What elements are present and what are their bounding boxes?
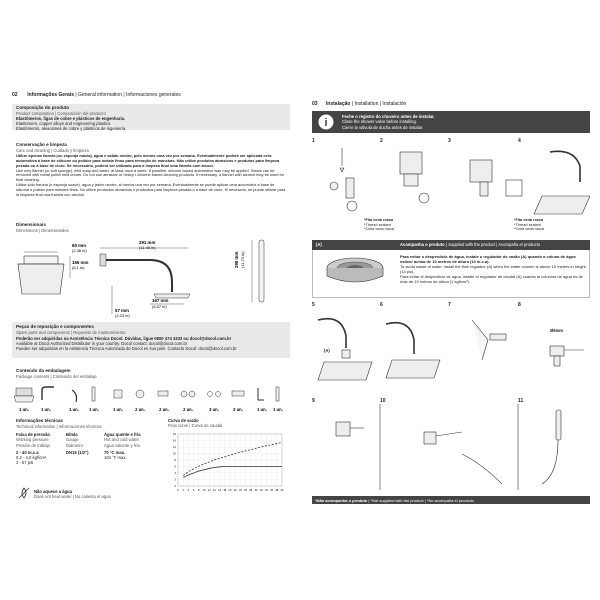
composition-title: Composição do produto	[16, 105, 70, 110]
dim-298-in: (11,73 in)	[240, 251, 245, 268]
step-11-number: 11	[518, 398, 524, 404]
y-tick-label: 2	[174, 478, 176, 482]
page-right	[300, 0, 600, 600]
dim-155-in: (6,1 in)	[72, 265, 85, 270]
dim-298: 298 mm	[234, 251, 239, 268]
regulator-label-a: (A)	[316, 242, 322, 247]
x-tick-label: 2	[182, 489, 184, 492]
dim-60: 60 mm	[72, 243, 86, 248]
no-heat-bold: Não aquece a água	[34, 489, 72, 494]
package-count: 1 un.	[113, 407, 123, 412]
tape-note-1	[364, 218, 394, 232]
spare-es: Pueden ser adquiridas en la Asistencia Técnica Autorizada de Docol en sus país. Contacto Docol: docol@docol.com.br	[16, 346, 237, 352]
composition-section	[16, 105, 294, 132]
tech-gauge	[66, 432, 96, 455]
package-count: 2 un.	[183, 407, 193, 412]
x-tick-label: 10	[202, 489, 206, 492]
package-count: 3 un.	[209, 407, 219, 412]
pressure-v1: 2 - 40 m.c.a	[16, 449, 39, 455]
spare-sub: Spare parts and components | Repuesto de mantenimiento	[16, 329, 126, 335]
step-2-number: 2	[380, 138, 383, 144]
y-tick-label: 4	[174, 472, 176, 475]
care-title: Conservação e limpeza	[16, 142, 67, 147]
tech-sub: Technical information | Informaciones técnicas	[16, 423, 102, 429]
step-9-number: 9	[312, 398, 315, 404]
no-heat-sub: Does not heat water | No calienta el agua	[34, 494, 111, 500]
page-header-left	[12, 92, 181, 98]
y-tick-label: 12	[173, 446, 176, 449]
water-v2: 104 °F max.	[104, 455, 127, 460]
composition-sub: Product composition | Composición del producto	[16, 110, 106, 116]
header-rest: | Installation | Instalación	[350, 101, 407, 107]
dim-291-in: (11,46 in)	[139, 245, 156, 250]
dim-60-in: (2,36 in)	[72, 248, 87, 253]
regulator-supplied-bold: Acompanha o produto	[400, 242, 445, 247]
water-en: Hot and cold water	[104, 437, 139, 443]
tape-note-1-bold: *Fita veda rosca	[364, 218, 394, 222]
steps-5-8-illustration	[312, 310, 590, 390]
x-tick-label: 24	[238, 489, 242, 492]
dim-291: 291 mm	[139, 240, 156, 245]
water-es: Agua caliente y fría	[104, 442, 140, 448]
tape-note-2-bold: *Fita veda rosca	[514, 218, 544, 222]
header-rest: | General information | Informaciones generales	[73, 92, 181, 98]
package-count: 1 un.	[41, 407, 51, 412]
gauge-v1: DN15 (1/2")	[66, 449, 89, 455]
care-en: Use only flannel (or soft sponge), mild soap and water, at least once a week. If possible, silicone-based automotive wax may be applied. Stains can be removed with metal polish mild cream. Do not use abrasive or heavy / chlorine based cleaning products. If necessary, a flannel with alcohol may be used for final cleaning.	[16, 167, 285, 183]
x-tick-label: 0	[177, 489, 179, 492]
care-section	[16, 142, 288, 198]
spare-bold: Poderão ser adquiridas na Assistência Técnica Docol. Dúvidas, ligue 0800 474 3333 ou docol@docol.com.br	[16, 335, 232, 341]
tape-note-2	[514, 218, 544, 232]
pressure-es: Presión de trabajo	[16, 442, 50, 448]
x-tick-label: 12	[207, 489, 211, 492]
step-5-number: 5	[312, 302, 315, 308]
water-v1: 70 °C max.	[104, 449, 126, 455]
x-tick-label: 18	[223, 489, 227, 492]
dimensions-section	[16, 222, 294, 233]
composition-bold: Elastômeros, ligas de cobre e plásticos de engenharia.	[16, 115, 126, 121]
flow-chart	[168, 430, 288, 498]
flow-sub: Flow curve | Curva de caudal	[168, 423, 223, 429]
x-tick-label: 32	[259, 489, 263, 492]
page-header-right	[312, 101, 406, 107]
notice-es: Cierre la válvula de ducha antes de instalar.	[342, 124, 424, 130]
tape-note-2-en: *Thread sealant	[514, 222, 541, 227]
composition-en: Elastomers, copper alloys and engineering plastics.	[16, 121, 112, 127]
pressure-v2: 0,2 - 4,0 kgf/cm²	[16, 455, 47, 460]
dim-167: 167 mm	[152, 298, 169, 303]
package-section	[16, 368, 294, 379]
tape-note-2-es: *Cinta veda rosca	[514, 227, 544, 232]
tape-note-1-en: *Thread sealant	[364, 222, 391, 227]
pressure-v3: 3 - 57 psi	[16, 460, 34, 466]
dim-57-in: (2,23 in)	[115, 313, 130, 318]
package-count: 1 un.	[257, 407, 267, 412]
notice-en: Close the shower valve before installing.	[342, 119, 417, 125]
header-title: Instalação	[325, 101, 351, 107]
step-6-number: 6	[380, 302, 383, 308]
dim-167-in: (6,57 in)	[152, 304, 167, 309]
notice-bold: Feche o registro do chuveiro antes de instalar.	[342, 114, 435, 119]
pressure-en: Working pressure	[16, 437, 49, 443]
tape-note-1-es: *Cinta veda rosca	[364, 227, 394, 232]
steps-1-4-illustration	[312, 146, 590, 218]
flow-title-block	[168, 418, 222, 429]
drill-diameter: Ø6mm	[550, 328, 564, 333]
x-tick-label: 22	[233, 489, 237, 492]
step-8-number: 8	[518, 302, 521, 308]
footer-rest: | *Not supplied with the product | *No acompaña el producto	[367, 498, 475, 503]
y-tick-label: 10	[173, 452, 176, 456]
header-title: Informações Gerais	[27, 92, 74, 98]
y-tick-label: 8	[174, 459, 176, 462]
step-4-number: 4	[518, 138, 521, 144]
notice-text	[342, 114, 435, 130]
tech-section	[16, 418, 294, 429]
no-heat-icon	[18, 486, 30, 500]
composition-es: Elastómeros, aleaciones de cobre y plásticos de ingeniería.	[16, 126, 127, 132]
page-number: 03	[312, 101, 318, 107]
package-count: 2 un.	[135, 407, 145, 412]
y-tick-label: 14	[173, 439, 176, 443]
tech-title: Informações técnicas	[16, 418, 63, 423]
package-icons	[14, 384, 290, 414]
y-tick-label: 6	[174, 465, 176, 469]
gauge-title: Bitola	[66, 432, 78, 437]
no-heat-text	[34, 489, 111, 500]
regulator-supplied-rest: | Supplied with the product | Acompaña el producto	[444, 242, 541, 247]
x-tick-label: 34	[264, 489, 268, 492]
step-3-number: 3	[448, 138, 451, 144]
spare-section	[16, 324, 294, 352]
package-count: 2 un.	[233, 407, 243, 412]
svg-text:i: i	[324, 117, 328, 129]
x-tick-label: 28	[249, 489, 253, 492]
dim-155: 155 mm	[72, 260, 89, 265]
step-7-number: 7	[448, 302, 451, 308]
x-tick-label: 38	[275, 489, 279, 492]
x-tick-label: 30	[254, 489, 258, 492]
pressure-title: Faixa de pressão	[16, 432, 50, 437]
flow-regulator-image	[320, 254, 390, 294]
info-icon	[318, 114, 334, 130]
package-count: 1 un.	[273, 407, 283, 412]
step-5-label: (A)	[324, 348, 330, 353]
gauge-es: Diámetro	[66, 442, 83, 448]
step-1-number: 1	[312, 138, 315, 144]
care-es: Utilice sólo franela (o esponja suave), agua y jabón neutro, al menos una vez por semana. Eventualmente se puede aplicar cera automotriz a base de silicona o pulidor para metales finos. No utilice productos abrasivos o productos para limpieza pesada o a base de cloro. Si necesario, se puede utilizar para la limpieza final una franela con alcohol.	[16, 182, 286, 197]
regulator-en: To avoid waste of water, install the flow regulator (A) when the water column is above 10 meters in height (14 psi).	[400, 264, 586, 274]
x-tick-label: 26	[244, 489, 248, 492]
y-tick-label: 16	[173, 433, 176, 436]
dimensions-sub: Dimensions | Dimensionales	[16, 227, 69, 233]
x-tick-label: 20	[228, 489, 232, 492]
package-count: 2 un.	[159, 407, 169, 412]
care-sub: Care and cleaning | Cuidado y limpieza	[16, 147, 89, 153]
x-tick-label: 6	[192, 489, 195, 492]
x-tick-label: 16	[218, 489, 222, 492]
footer-bold: *Não acompanha o produto	[315, 498, 368, 503]
notice-banner	[312, 111, 590, 133]
regulator-supplied	[400, 242, 540, 247]
flow-title: Curva de vazão	[168, 418, 199, 423]
dimensions-title: Dimensionais	[16, 222, 46, 227]
x-tick-label: 8	[198, 489, 200, 492]
step-10-number: 10	[380, 398, 386, 404]
gauge-en: Gauge	[66, 437, 79, 443]
x-tick-label: 4	[187, 489, 190, 492]
page-number: 02	[12, 92, 18, 98]
package-count: 1 un.	[89, 407, 99, 412]
regulator-text	[400, 254, 586, 284]
footer-bar	[312, 496, 590, 504]
x-tick-label: 14	[212, 489, 216, 492]
tech-water	[104, 432, 162, 460]
package-sub: Package contents | Contenido del embalaje	[16, 373, 97, 379]
y-tick-label: 0	[174, 485, 176, 488]
steps-9-11-illustration	[312, 404, 590, 490]
package-count: 1 un.	[69, 407, 79, 412]
spare-title: Peças de reposição e componentes	[16, 324, 94, 329]
regulator-es: Para evitar el desperdicio de agua, instale el regulador de caudal (A) cuando la columna de agua es de más de 10 metros de altura (1 kgf/cm²).	[400, 274, 583, 284]
package-title: Conteúdo da embalagem	[16, 368, 71, 373]
package-count: 1 un.	[19, 407, 29, 412]
x-tick-label: 36	[270, 489, 274, 492]
dim-57: 57 mm	[115, 308, 129, 313]
tech-pressure	[16, 432, 60, 466]
care-pt: Utilize apenas flanela (ou esponja macia), água e sabão neutro, pelo menos uma vez por semana. Eventualmente poderá ser aplicada cera automotiva à base de silicone ou polidor para metais finos para remoção de manchas. Não utilize produtos abrasivos e produtos para limpeza pesada ou à base de cloro. Se necessário, poderá ser utilizado para a limpeza final uma flanela com álcool.	[16, 152, 280, 168]
x-tick-label: 40	[280, 489, 284, 492]
water-title: Água quente e fria	[104, 432, 141, 437]
spare-en: Available at Docol Authorized Distributor in your country. Docol contact: docol@docol.com.br	[16, 341, 188, 347]
regulator-bold: Para evitar o desperdício de água, instale o regulador de vazão (A) quando a coluna de água estiver acima de 10 metros de altura (10 m.c.a).	[400, 254, 576, 264]
dimension-drawing	[12, 236, 292, 318]
